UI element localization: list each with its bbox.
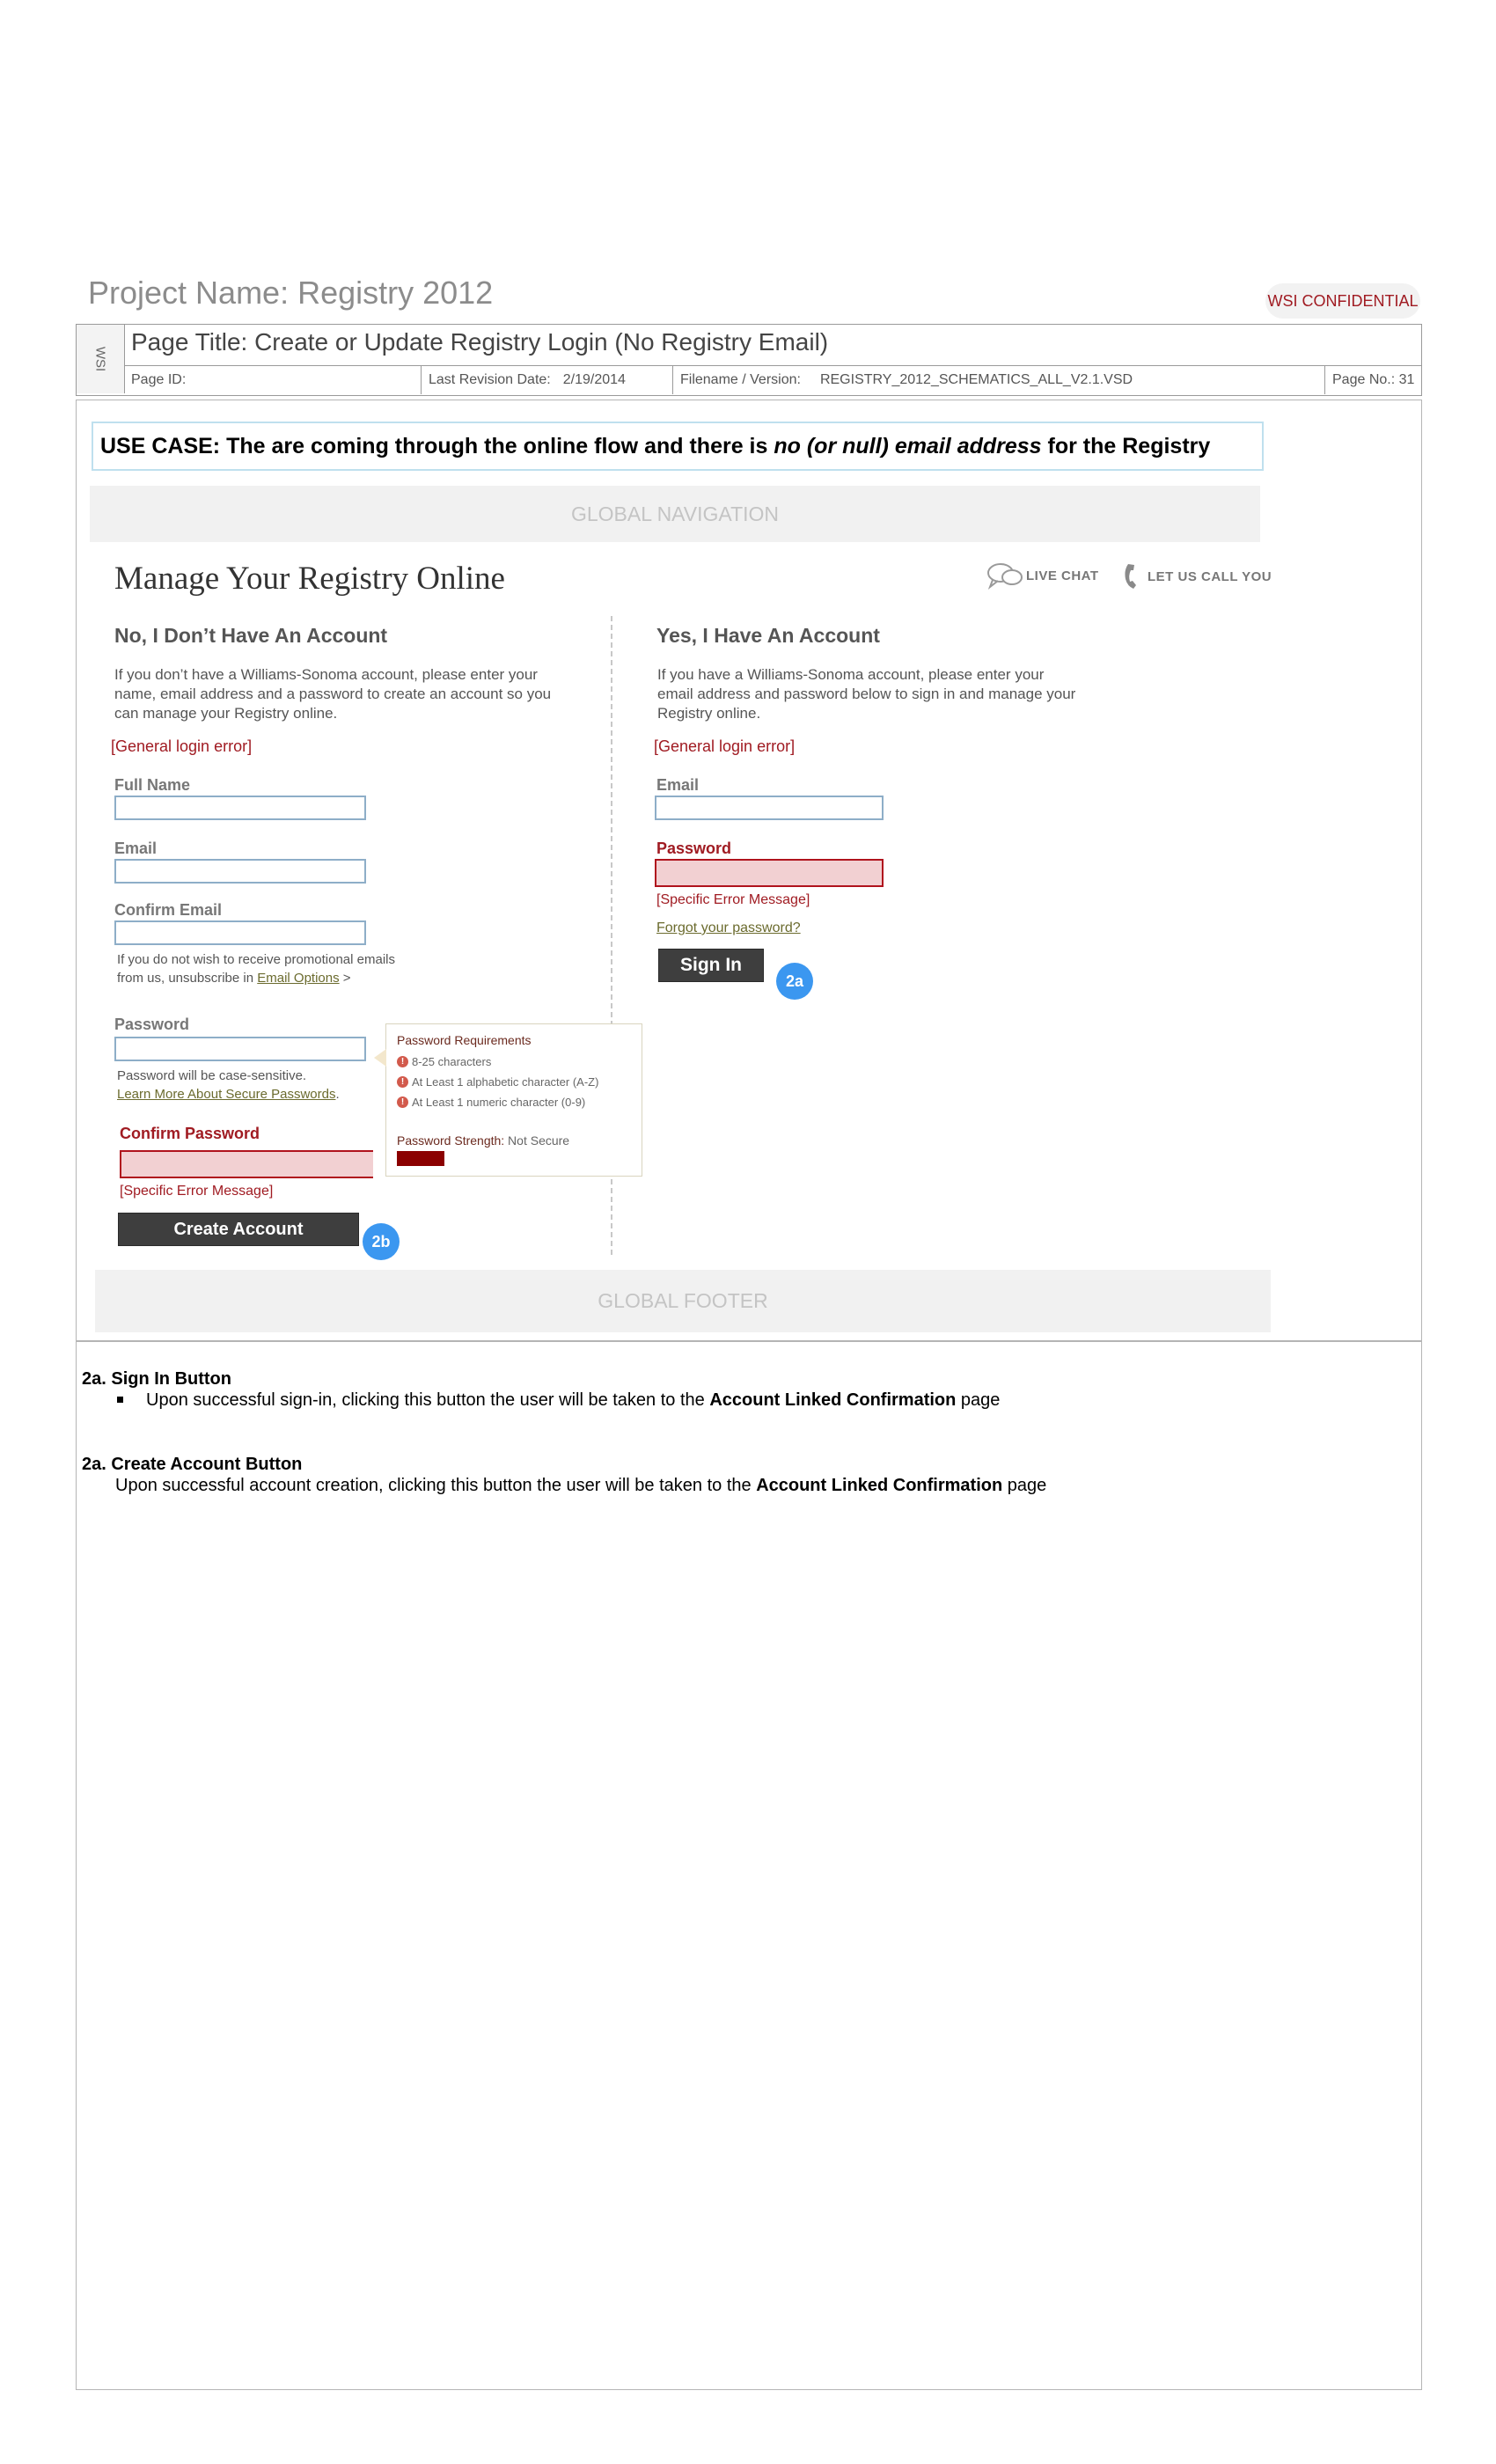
project-name: Project Name: Registry 2012 (88, 275, 494, 311)
requirement-numeric-text: At Least 1 numeric character (0-9) (412, 1096, 586, 1109)
page-no-cell (1325, 366, 1421, 394)
no-account-intro-line3: can manage your Registry online. (114, 705, 338, 722)
global-footer: GLOBAL FOOTER (95, 1270, 1271, 1332)
filename-value: REGISTRY_2012_SCHEMATICS_ALL_V2.1.VSD (819, 372, 1133, 387)
requirement-length-text: 8-25 characters (412, 1055, 492, 1068)
page-title-block (76, 324, 1422, 396)
notes-frame (76, 1341, 1422, 2390)
warning-icon: ! (397, 1076, 408, 1088)
use-case-banner (92, 422, 1264, 471)
password-requirements-tooltip (385, 1023, 642, 1177)
page-no: Page No.: 31 (1332, 372, 1415, 387)
requirement-alpha-text: At Least 1 alphabetic character (A-Z) (412, 1075, 599, 1089)
no-account-heading: No, I Don’t Have An Account (114, 624, 388, 647)
learn-more-line (117, 1085, 340, 1104)
promo-note (117, 950, 395, 987)
let-us-call-you-link[interactable] (1123, 561, 1272, 591)
left-general-error: [General login error] (111, 737, 253, 755)
confirm-email-label: Confirm Email (114, 901, 223, 919)
no-account-intro-line2: name, email address and a password to create an account so you (114, 686, 552, 702)
have-account-heading: Yes, I Have An Account (656, 624, 880, 647)
page-title: Page Title: Create or Update Registry Login (No Registry Email) (131, 328, 829, 356)
warning-icon: ! (397, 1056, 408, 1067)
have-account-intro-line2: email address and password below to sign in and manage your (657, 686, 1076, 702)
page-id-label: Page ID: (131, 372, 187, 387)
note-2a-suffix: page (956, 1390, 1001, 1410)
create-account-button[interactable]: Create Account (118, 1213, 359, 1246)
chat-bubbles-icon (986, 561, 1024, 590)
password-strength (397, 1133, 569, 1148)
sign-in-password-label: Password (656, 840, 732, 857)
use-case-emphasis: no (or null) email address (774, 433, 1042, 458)
requirement-length (397, 1055, 491, 1068)
wsi-label: WSI (92, 346, 108, 372)
sign-in-email-label: Email (656, 776, 700, 794)
forgot-password-link[interactable]: Forgot your password? (656, 920, 801, 935)
no-account-intro-line1: If you don’t have a Williams-Sonoma account, please enter your (114, 666, 538, 683)
note-2a-prefix: Upon successful sign-in, clicking this button the user will be taken to the (146, 1390, 710, 1410)
note-create-account-title: 2a. Create Account Button (82, 1455, 303, 1474)
note-create-account-body (115, 1476, 1046, 1496)
note-2a-bold: Account Linked Confirmation (709, 1390, 957, 1410)
right-general-error: [General login error] (654, 737, 796, 755)
live-chat-link[interactable] (986, 561, 1099, 590)
bullet-icon (117, 1397, 123, 1403)
password-strength-meter (397, 1151, 444, 1166)
full-name-input[interactable] (114, 796, 366, 820)
password-note (117, 1067, 340, 1104)
sign-in-password-input[interactable] (655, 859, 884, 887)
manage-registry-title: Manage Your Registry Online (114, 561, 505, 597)
confirm-email-input[interactable] (114, 920, 366, 945)
global-navigation: GLOBAL NAVIGATION (90, 486, 1260, 542)
password-label: Password (114, 1016, 190, 1033)
full-name-label: Full Name (114, 776, 191, 794)
confirm-password-label: Confirm Password (120, 1125, 260, 1142)
have-account-intro-line1: If you have a Williams-Sonoma account, please enter your (657, 666, 1045, 683)
password-strength-value: Not Secure (504, 1133, 570, 1148)
sign-in-button[interactable]: Sign In (658, 949, 764, 982)
email-options-arrow: > (339, 971, 351, 986)
note-2a-sign-in-body (117, 1390, 1000, 1411)
meta-row (124, 365, 1421, 394)
no-account-intro (114, 665, 551, 723)
password-requirements-title: Password Requirements (397, 1033, 532, 1047)
promo-note-line1: If you do not wish to receive promotional emails (117, 952, 395, 967)
page-id-cell (124, 366, 422, 394)
email-input[interactable] (114, 859, 366, 884)
password-strength-label: Password Strength: (397, 1133, 505, 1148)
note-create-suffix: page (1002, 1476, 1047, 1495)
right-specific-error: [Specific Error Message] (656, 892, 810, 907)
password-input[interactable] (114, 1037, 366, 1061)
wsi-column (77, 325, 125, 393)
phone-icon (1123, 561, 1142, 591)
case-sensitive-note: Password will be case-sensitive. (117, 1068, 307, 1083)
revision-label: Last Revision Date: (429, 372, 551, 387)
learn-more-suffix: . (335, 1087, 340, 1102)
note-create-bold: Account Linked Confirmation (756, 1476, 1003, 1495)
email-options-link[interactable]: Email Options (257, 971, 340, 986)
learn-more-link[interactable]: Learn More About Secure Passwords (117, 1087, 336, 1102)
filename-cell (673, 366, 1325, 394)
confidential-badge: WSI CONFIDENTIAL (1265, 283, 1420, 319)
revision-cell (422, 366, 673, 394)
requirement-numeric (397, 1096, 585, 1109)
live-chat-label: LIVE CHAT (1026, 568, 1099, 583)
have-account-intro (657, 665, 1075, 723)
tooltip-arrow (374, 1049, 386, 1067)
badge-2b: 2b (363, 1223, 400, 1260)
filename-label: Filename / Version: (680, 372, 801, 387)
note-2a-sign-in-title: 2a. Sign In Button (82, 1369, 231, 1389)
left-specific-error: [Specific Error Message] (120, 1184, 274, 1199)
use-case-suffix: for the Registry (1041, 433, 1211, 458)
note-create-prefix: Upon successful account creation, clicking this button the user will be taken to the (115, 1476, 757, 1495)
promo-note-prefix: from us, unsubscribe in (117, 971, 258, 986)
requirement-alpha (397, 1075, 598, 1089)
badge-2a: 2a (776, 963, 813, 1000)
call-you-label: LET US CALL YOU (1148, 568, 1272, 584)
confirm-password-input[interactable] (120, 1150, 373, 1178)
revision-value: 2/19/2014 (562, 372, 626, 387)
use-case-prefix: USE CASE: The are coming through the online flow and there is (100, 433, 774, 458)
email-label: Email (114, 840, 158, 857)
warning-icon: ! (397, 1096, 408, 1108)
have-account-intro-line3: Registry online. (657, 705, 761, 722)
sign-in-email-input[interactable] (655, 796, 884, 820)
promo-note-line2 (117, 969, 395, 987)
